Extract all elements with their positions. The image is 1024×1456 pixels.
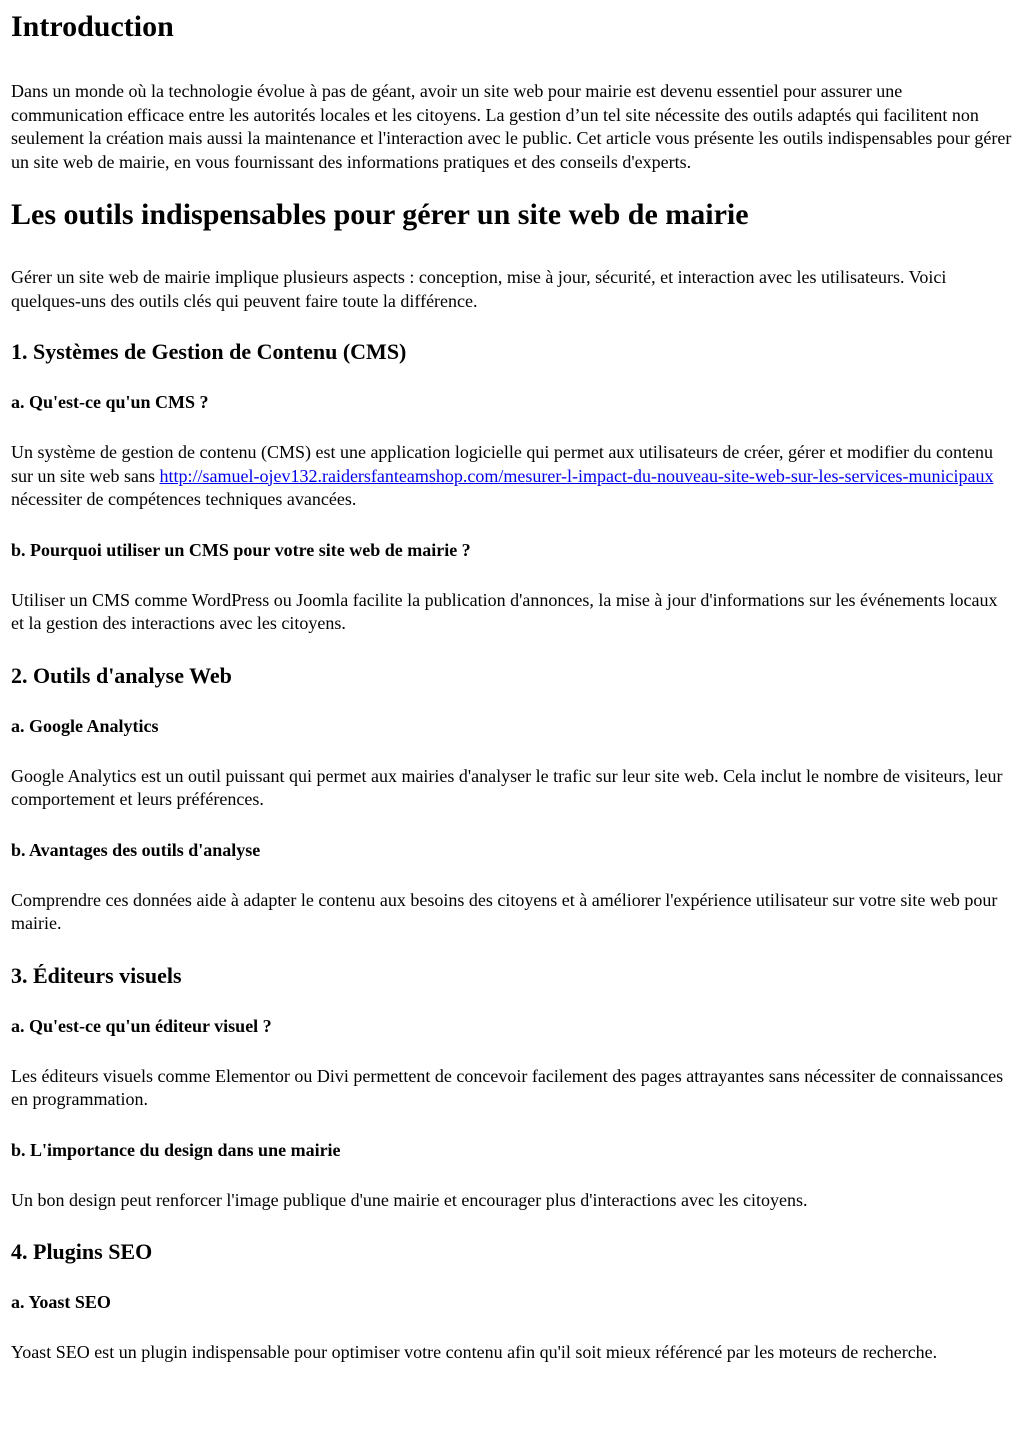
cms-b-paragraph: Utiliser un CMS comme WordPress ou Joomla facilite la publication d'annonces, la mise à jour d'informations sur les événements locaux et la gestion des interactions avec les citoyens.: [11, 589, 998, 633]
tools-paragraph: Gérer un site web de mairie implique plusieurs aspects : conception, mise à jour, sécurité, et interaction avec les utilisateurs. Voici quelques-uns des outils clés qui peuvent faire toute la différence.: [11, 267, 947, 311]
cms-a-text-after: nécessiter de compétences techniques avancées.: [11, 489, 357, 509]
seo-a-heading: a. Yoast SEO: [11, 1292, 111, 1312]
cms-a-heading: a. Qu'est-ce qu'un CMS ?: [11, 392, 209, 412]
editors-a-heading: a. Qu'est-ce qu'un éditeur visuel ?: [11, 1015, 272, 1036]
analytics-b-paragraph: Comprendre ces données aide à adapter le contenu aux besoins des citoyens et à améliorer l'expérience utilisateur sur votre site web pour mairie.: [11, 889, 998, 933]
cms-a-paragraph: [11, 441, 1014, 512]
article-link[interactable]: http://samuel-ojev132.raidersfanteamshop.com/mesurer-l-impact-du-nouveau-site-web-sur-les-services-municipaux: [159, 465, 994, 486]
cms-heading: 1. Systèmes de Gestion de Contenu (CMS): [11, 339, 407, 364]
intro-paragraph: Dans un monde où la technologie évolue à pas de géant, avoir un site web pour mairie est devenu essentiel pour assurer une communication efficace entre les autorités locales et les citoyens. La gestion d’un tel site nécessite des outils adaptés qui facilitent non seulement la création mais aussi la maintenance et l'interaction avec le public. Cet article vous présente les outils indispensables pour gérer un site web de mairie, en vous fournissant des informations pratiques et des conseils d'experts.: [11, 81, 1012, 172]
analytics-b-heading: b. Avantages des outils d'analyse: [11, 839, 261, 860]
tools-heading: Les outils indispensables pour gérer un site web de mairie: [11, 198, 749, 231]
article: [0, 10, 1024, 1365]
cms-b-heading: b. Pourquoi utiliser un CMS pour votre site web de mairie ?: [11, 539, 471, 560]
seo-heading: 4. Plugins SEO: [11, 1239, 153, 1264]
editors-a-paragraph: Les éditeurs visuels comme Elementor ou Divi permettent de concevoir facilement des pages attrayantes sans nécessiter de connaissances en programmation.: [11, 1065, 1004, 1109]
editors-heading: 3. Éditeurs visuels: [11, 962, 182, 988]
cms-a-text-before: Un système de gestion de contenu (CMS) est une application logicielle qui permet aux utilisateurs de créer, gérer et modifier du contenu sur un site web sans: [11, 442, 993, 486]
intro-heading: Introduction: [11, 10, 174, 43]
editors-b-paragraph: Un bon design peut renforcer l'image publique d'une mairie et encourager plus d'interactions avec les citoyens.: [11, 1189, 808, 1210]
editors-b-heading: b. L'importance du design dans une mairie: [11, 1139, 341, 1160]
seo-a-paragraph: Yoast SEO est un plugin indispensable pour optimiser votre contenu afin qu'il soit mieux référencé par les moteurs de recherche.: [11, 1342, 938, 1362]
analytics-a-paragraph: Google Analytics est un outil puissant qui permet aux mairies d'analyser le trafic sur leur site web. Cela inclut le nombre de visiteurs, leur comportement et leurs préférences.: [11, 765, 1003, 809]
analytics-heading: 2. Outils d'analyse Web: [11, 662, 232, 688]
analytics-a-heading: a. Google Analytics: [11, 715, 159, 736]
